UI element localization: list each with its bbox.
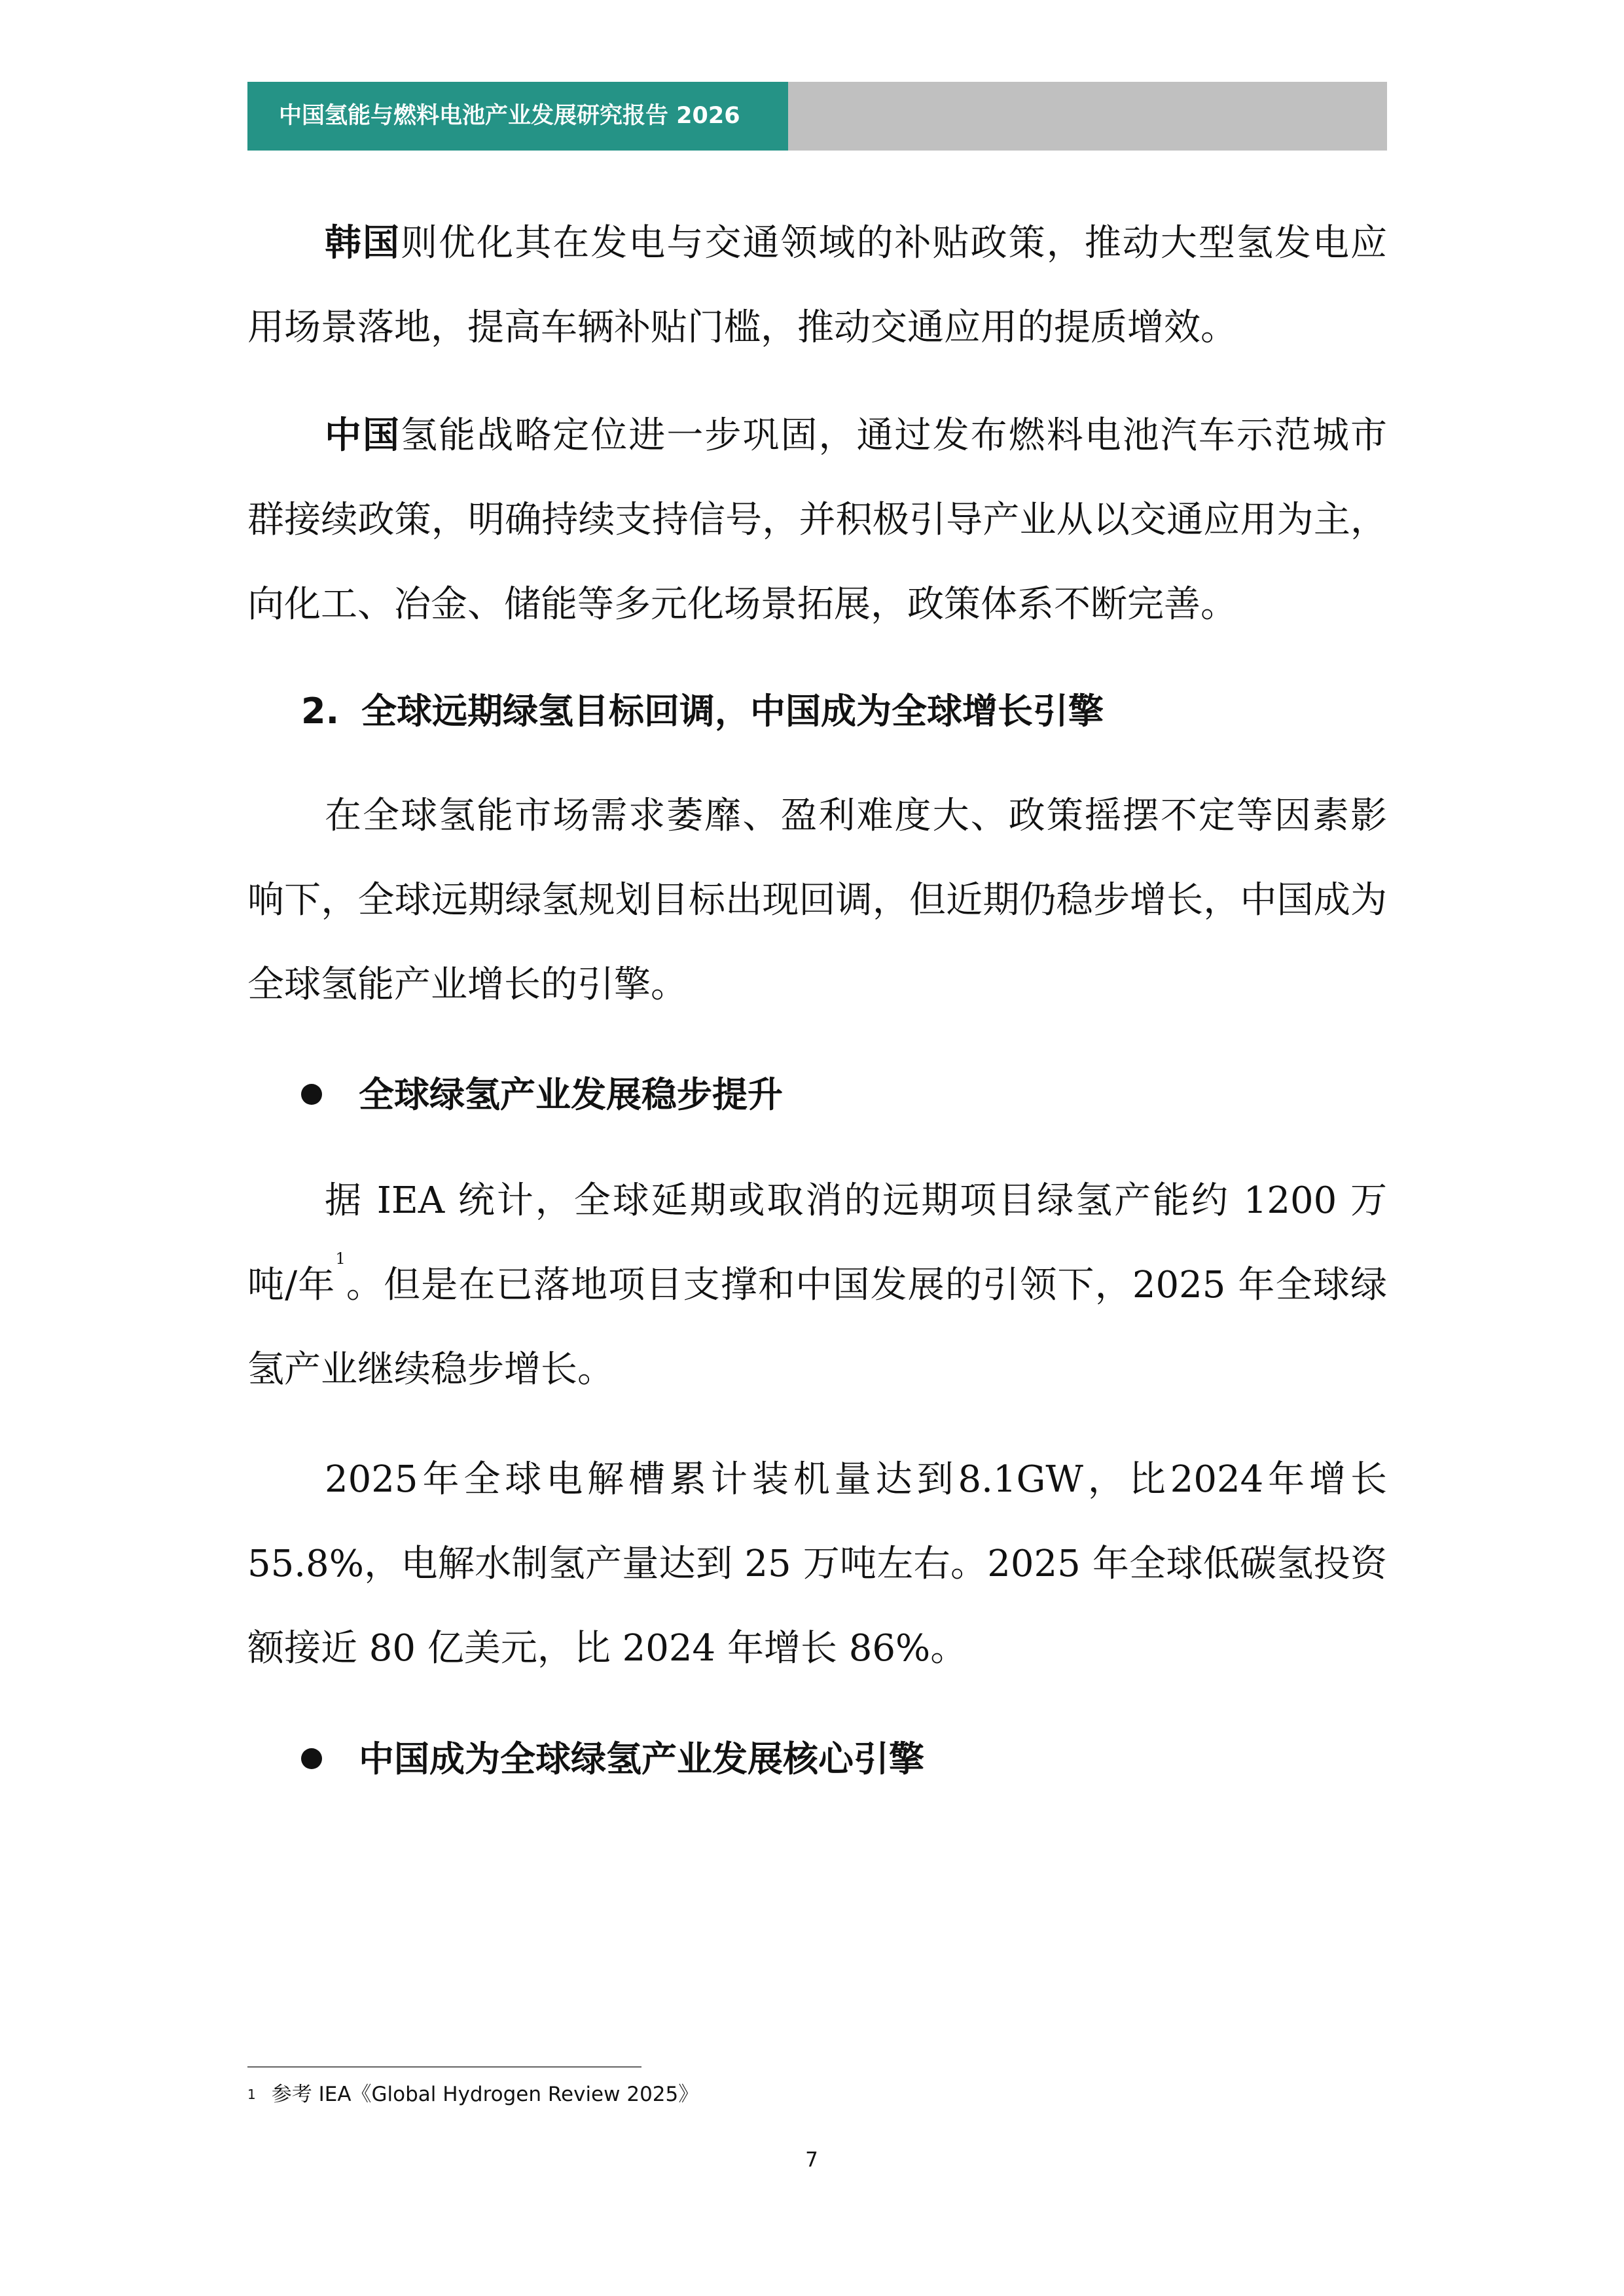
report-header: [247, 82, 1387, 151]
bullet-dot-icon: [301, 1084, 322, 1105]
footnote-reference[interactable]: 1: [335, 1249, 346, 1268]
paragraph-korea: [247, 201, 1387, 370]
bullet-heading-2-text: 中国成为全球绿氢产业发展核心引擎: [359, 1738, 924, 1780]
iea-text-part2: 。但是在已落地项目支撑和中国发展的引领下，2025 年全球绿氢产业继续稳步增长。: [247, 1264, 1387, 1391]
section-heading-2: [301, 685, 1104, 738]
bullet-heading-2: [301, 1733, 924, 1785]
paragraph-iea: [247, 1158, 1387, 1412]
bullet-heading-1: [301, 1069, 783, 1121]
page-number: 7: [805, 2148, 818, 2172]
iea-text-part1: 据 IEA 统计，全球延期或取消的远期项目绿氢产能约 1200 万吨/年: [247, 1179, 1387, 1306]
korea-lead: 韩国: [325, 222, 401, 264]
paragraph-china: [247, 393, 1387, 647]
footnote-text: 参考 IEA《Global Hydrogen Review 2025》: [271, 2083, 699, 2106]
china-text: 氢能战略定位进一步巩固，通过发布燃料电池汽车示范城市群接续政策，明确持续支持信号，并积极引导产业从以交通应用为主，向化工、冶金、储能等多元化场景拓展，政策体系不断完善。: [247, 414, 1388, 626]
footnote-mark: 1: [247, 2087, 256, 2102]
paragraph-intro: 在全球氢能市场需求萎靡、盈利难度大、政策摇摆不定等因素影响下，全球远期绿氢规划目标出现回调，但近期仍稳步增长，中国成为全球氢能产业增长的引擎。: [247, 795, 1387, 1006]
header-title: 中国氢能与燃料电池产业发展研究报告 2026: [279, 103, 740, 129]
bullet-heading-1-text: 全球绿氢产业发展稳步提升: [359, 1074, 783, 1115]
footnote-divider: [247, 2066, 641, 2068]
paragraph-stats: 2025年全球电解槽累计装机量达到8.1GW，比2024年增长55.8%，电解水制氢产量达到 25 万吨左右。2025 年全球低碳氢投资额接近 80 亿美元，比 2024 年增长 86%。: [247, 1458, 1387, 1670]
section-number: 2.: [301, 691, 340, 732]
bullet-dot-icon: [301, 1748, 322, 1769]
korea-text: 则优化其在发电与交通领域的补贴政策，推动大型氢发电应用场景落地，提高车辆补贴门槛，推动交通应用的提质增效。: [247, 222, 1388, 349]
china-lead: 中国: [325, 414, 401, 457]
header-accent-block: [247, 82, 788, 151]
footnote: [247, 2080, 698, 2109]
section-title: 全球远期绿氢目标回调，中国成为全球增长引擎: [361, 691, 1104, 732]
